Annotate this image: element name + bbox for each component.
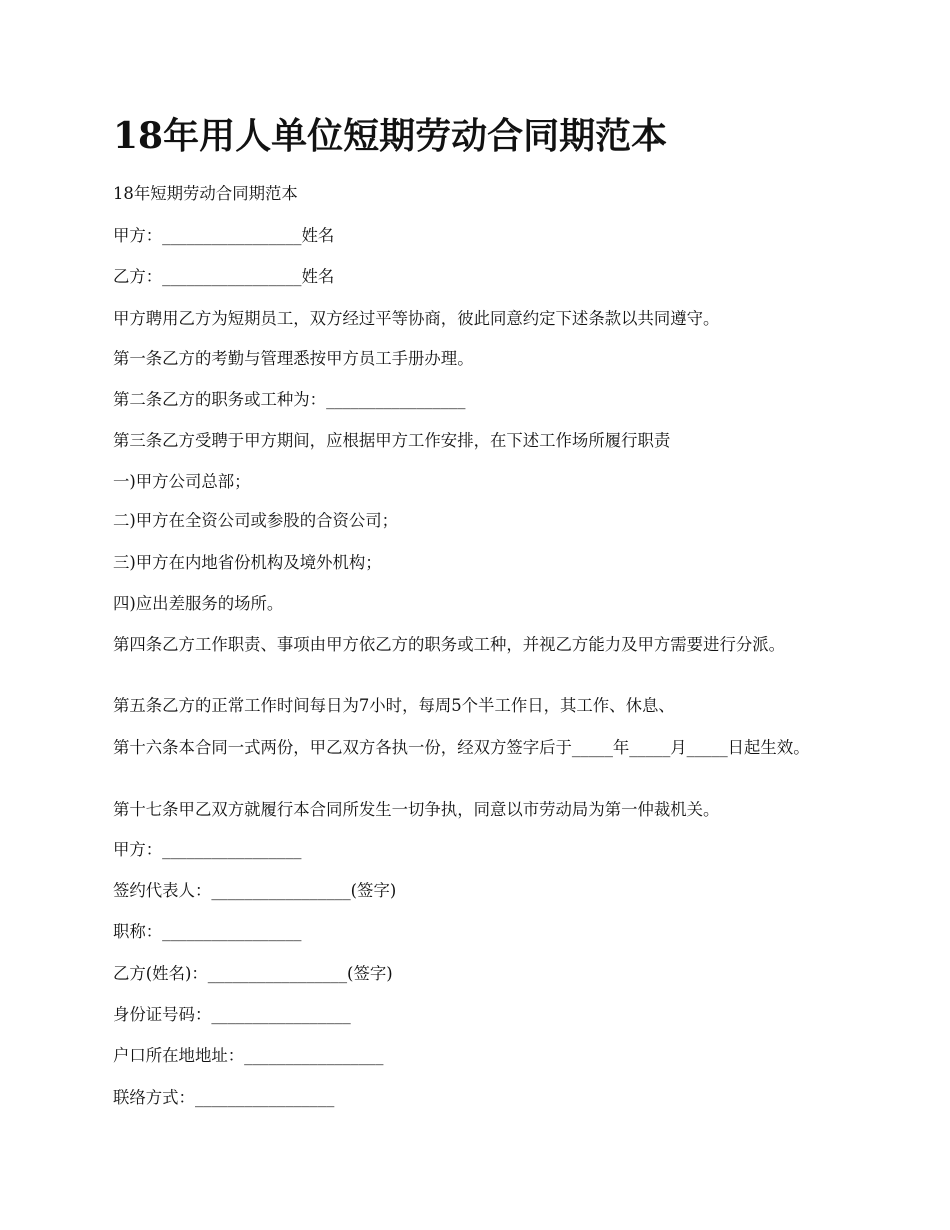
clause-16-paragraph: 第十六条本合同一式两份，甲乙双方各执一份，经双方签字后于_____年_____月_____日起生效。 — [113, 738, 810, 757]
signature-household-address: 户口所在地地址：_________________ — [113, 1046, 384, 1065]
clause-5-paragraph: 第五条乙方的正常工作时间每日为7小时，每周5个半工作日，其工作、休息、 — [113, 696, 675, 715]
workplace-item-4: 四)应出差服务的场所。 — [113, 594, 284, 613]
signature-party-a: 甲方：_________________ — [113, 840, 302, 859]
preamble-paragraph: 甲方聘用乙方为短期员工，双方经过平等协商，彼此同意约定下述条款以共同遵守。 — [113, 309, 720, 328]
signature-representative: 签约代表人：_________________(签字) — [113, 881, 397, 900]
party-b-name-line: 乙方：_________________姓名 — [113, 267, 335, 286]
signature-id-number: 身份证号码：_________________ — [113, 1005, 351, 1024]
subtitle-paragraph: 18年短期劳动合同期范本 — [113, 184, 298, 203]
workplace-item-1: 一)甲方公司总部； — [113, 472, 251, 491]
clause-4-paragraph: 第四条乙方工作职责、事项由甲方依乙方的职务或工种，并视乙方能力及甲方需要进行分派。 — [113, 635, 786, 654]
clause-1-paragraph: 第一条乙方的考勤与管理悉按甲方员工手册办理。 — [113, 349, 474, 368]
signature-party-b: 乙方(姓名)：_________________(签字) — [113, 964, 393, 983]
clause-2-paragraph: 第二条乙方的职务或工种为：_________________ — [113, 390, 466, 409]
signature-job-title: 职称：_________________ — [113, 922, 302, 941]
document-title: 18年用人单位短期劳动合同期范本 — [113, 115, 668, 157]
clause-3-paragraph: 第三条乙方受聘于甲方期间，应根据甲方工作安排，在下述工作场所履行职责 — [113, 431, 671, 450]
workplace-item-2: 二)甲方在全资公司或参股的合资公司； — [113, 511, 399, 530]
clause-17-paragraph: 第十七条甲乙双方就履行本合同所发生一切争执，同意以市劳动局为第一仲裁机关。 — [113, 800, 720, 819]
workplace-item-3: 三)甲方在内地省份机构及境外机构； — [113, 553, 382, 572]
party-a-name-line: 甲方：_________________姓名 — [113, 226, 335, 245]
signature-contact: 联络方式：_________________ — [113, 1088, 335, 1107]
